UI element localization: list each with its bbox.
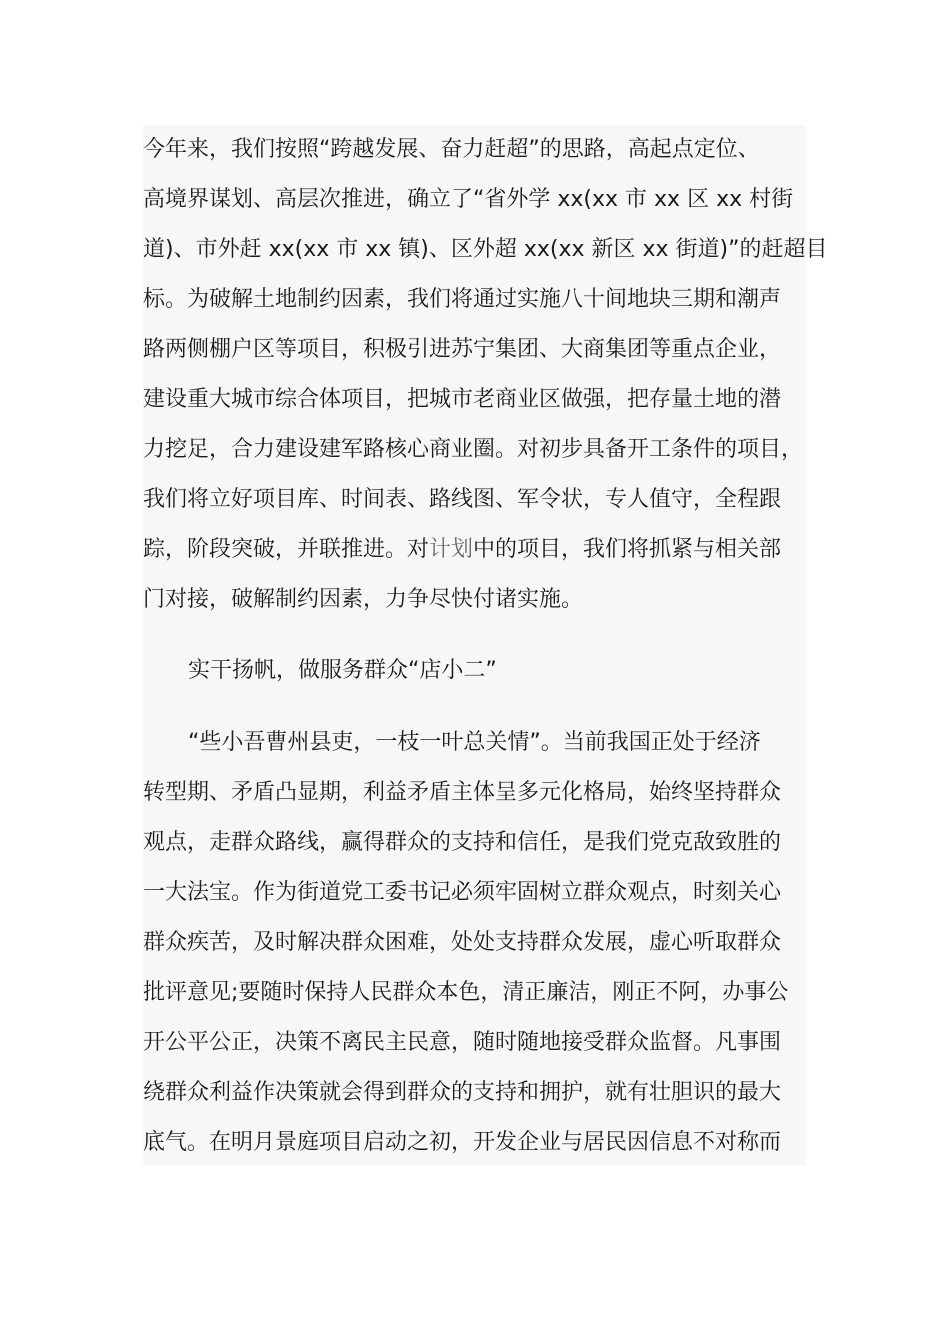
paragraph-1-line-4: 标。为破解土地制约因素，我们将通过实施八十间地块三期和潮声 xyxy=(143,287,782,312)
text-block-background xyxy=(143,125,806,1165)
paragraph-1-line-10: 门对接，破解制约因素，力争尽快付诸实施。 xyxy=(143,587,584,612)
paragraph-1-line-9-start: 踪，阶段突破，并联推进。对 xyxy=(143,537,430,562)
paragraph-1-line-8: 我们将立好项目库、时间表、路线图、军令状，专人值守，全程跟 xyxy=(143,487,782,512)
paragraph-2-line-2: 转型期、矛盾凸显期，利益矛盾主体呈多元化格局，始终坚持群众 xyxy=(143,780,782,805)
paragraph-1-line-5: 路两侧棚户区等项目，积极引进苏宁集团、大商集团等重点企业， xyxy=(143,337,782,362)
paragraph-1-line-9 xyxy=(143,535,781,565)
section-heading: 实干扬帆，做服务群众“店小二” xyxy=(188,658,497,683)
paragraph-2-line-6: 批评意见;要随时保持人民群众本色，清正廉洁，刚正不阿，办事公 xyxy=(143,980,789,1005)
paragraph-1-line-9-end: 中的项目，我们将抓紧与相关部 xyxy=(473,537,782,562)
paragraph-2-line-4: 一大法宝。作为街道党工委书记必须牢固树立群众观点，时刻关心 xyxy=(143,880,782,905)
paragraph-2-line-3: 观点，走群众路线，赢得群众的支持和信任，是我们党克敌致胜的 xyxy=(143,830,782,855)
paragraph-1-line-7: 力挖足，合力建设建军路核心商业圈。对初步具备开工条件的项目， xyxy=(143,437,804,462)
paragraph-1-line-6: 建设重大城市综合体项目，把城市老商业区做强，把存量土地的潜 xyxy=(143,387,782,412)
paragraph-1-line-1: 今年来，我们按照“跨越发展、奋力赶超”的思路，高起点定位、 xyxy=(143,137,760,162)
paragraph-1-line-9-plan: 计划 xyxy=(429,537,474,562)
paragraph-1-line-2: 高境界谋划、高层次推进，确立了“省外学 xx(xx 市 xx 区 xx 村街 xyxy=(143,187,794,212)
paragraph-1-line-3: 道)、市外赶 xx(xx 市 xx 镇)、区外超 xx(xx 新区 xx 街道)”的赶超目 xyxy=(143,237,828,262)
paragraph-2-line-7: 开公平公正，决策不离民主民意，随时随地接受群众监督。凡事围 xyxy=(143,1030,782,1055)
paragraph-2-line-9: 底气。在明月景庭项目启动之初，开发企业与居民因信息不对称而 xyxy=(143,1130,782,1155)
paragraph-2-line-8: 绕群众利益作决策就会得到群众的支持和拥护，就有壮胆识的最大 xyxy=(143,1080,782,1105)
paragraph-2-line-5: 群众疾苦，及时解决群众困难，处处支持群众发展，虚心听取群众 xyxy=(143,930,782,955)
paragraph-2-line-1: “些小吾曹州县吏，一枝一叶总关情”。当前我国正处于经济 xyxy=(188,730,761,755)
